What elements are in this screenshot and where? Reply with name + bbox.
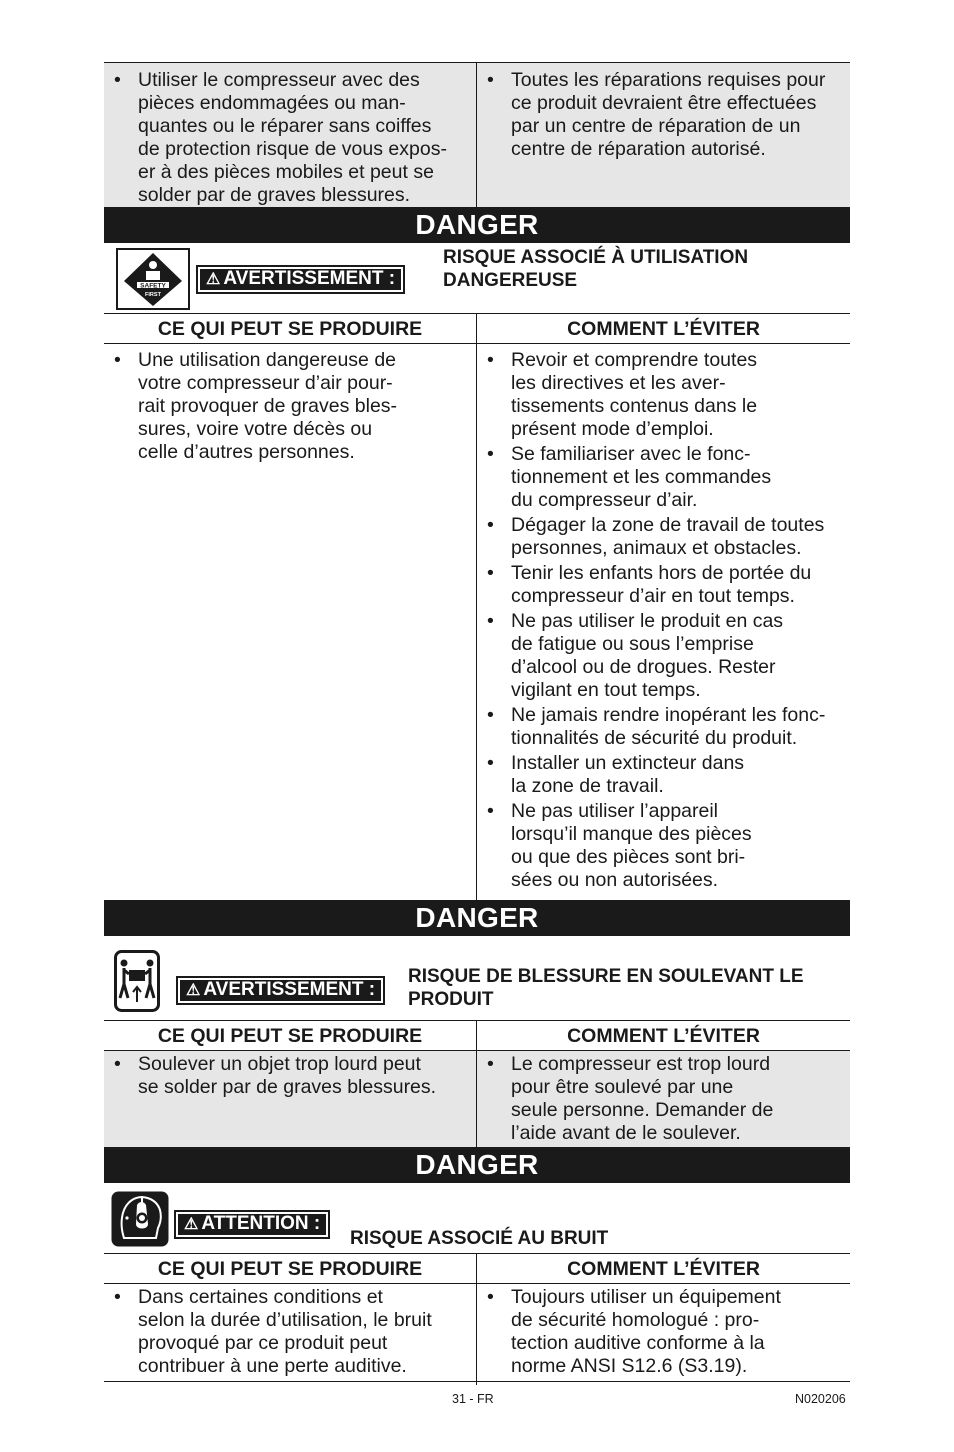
how-to-avoid-list <box>483 1053 844 1145</box>
what-can-happen-list <box>110 1286 470 1378</box>
list-item: • Ne pas utiliser le produit en cas de fatigue ou sous l’emprise d’alcool ou de drogues. Rester vigilant en tout temps. <box>483 610 844 702</box>
warning-badge-label: AVERTISSEMENT : <box>203 979 376 1000</box>
top-right-list <box>483 69 844 161</box>
warning-header-row <box>104 243 850 314</box>
how-to-avoid-list <box>483 1286 844 1378</box>
warning-badge <box>176 976 385 1005</box>
hearing-protection-icon <box>110 1190 170 1248</box>
caution-badge-label: ATTENTION : <box>201 1213 321 1234</box>
column-header-what-can-happen: CE QUI PEUT SE PRODUIRE <box>104 1254 477 1283</box>
list-item: • Installer un extincteur dans la zone de travail. <box>483 752 844 798</box>
column-header-how-to-avoid: COMMENT L’ÉVITER <box>567 1258 760 1280</box>
hazard-table-3 <box>104 1284 850 1382</box>
svg-text:FIRST: FIRST <box>145 292 161 298</box>
top-table <box>104 62 850 207</box>
list-item: • Soulever un objet trop lourd peut se solder par de graves blessures. <box>110 1053 470 1099</box>
team-lift-icon <box>114 950 160 1012</box>
list-item: • Tenir les enfants hors de portée du compresseur d’air en tout temps. <box>483 562 844 608</box>
column-header-what-can-happen: CE QUI PEUT SE PRODUIRE <box>104 1021 477 1050</box>
how-to-avoid-cell <box>477 1051 850 1152</box>
warning-header-row <box>104 1183 850 1254</box>
how-to-avoid-cell <box>477 344 850 900</box>
column-headers <box>104 1021 850 1051</box>
what-can-happen-list <box>110 1053 470 1099</box>
list-item: • Se familiariser avec le fonc- tionnement et les commandes du compresseur d’air. <box>483 443 844 512</box>
what-can-happen-cell <box>104 344 477 900</box>
how-to-avoid-list <box>483 349 844 892</box>
hazard-title: RISQUE ASSOCIÉ AU BRUIT <box>350 1228 609 1249</box>
top-table-right-cell <box>477 63 850 214</box>
page-number: 31 - FR <box>452 1392 494 1406</box>
warning-header-row <box>104 936 850 1021</box>
what-can-happen-list <box>110 349 470 464</box>
list-item: • Toujours utiliser un équipement de sécurité homologué : pro- tection auditive conforme à la norme ANSI S12.6 (S3.19). <box>483 1286 844 1378</box>
how-to-avoid-cell <box>477 1284 850 1385</box>
safety-first-icon <box>116 248 190 310</box>
caution-badge <box>174 1210 330 1239</box>
top-table-left-cell <box>104 63 477 214</box>
list-item: • Toutes les réparations requises pour ce produit devraient être effectuées par un centre de réparation de un centre de réparation autorisé. <box>483 69 844 161</box>
warning-badge-label: AVERTISSEMENT : <box>223 268 396 289</box>
danger-banner: DANGER <box>104 207 850 243</box>
list-item: • Dans certaines conditions et selon la durée d’utilisation, le bruit provoqué par ce produit peut contribuer à une perte auditive. <box>110 1286 470 1378</box>
list-item: • Une utilisation dangereuse de votre compresseur d’air pour- rait provoquer de graves bles- sures, voire votre décès ou celle d’autres personnes. <box>110 349 470 464</box>
column-headers <box>104 1254 850 1284</box>
list-item: • Revoir et comprendre toutes les directives et les aver- tissements contenus dans le présent mode d’emploi. <box>483 349 844 441</box>
list-item: • Utiliser le compresseur avec des pièces endommagées ou man- quantes ou le réparer sans coiffes de protection risque de vous expos- er à des pièces mobiles et peut se solder par de graves blessures. <box>110 69 470 207</box>
svg-text:SAFETY: SAFETY <box>140 282 166 290</box>
list-item: • Ne jamais rendre inopérant les fonc- tionnalités de sécurité du produit. <box>483 704 844 750</box>
warning-badge <box>196 265 405 294</box>
hazard-table-1 <box>104 344 850 900</box>
danger-banner: DANGER <box>104 900 850 936</box>
warning-triangle-icon: ⚠ <box>206 271 221 288</box>
what-can-happen-cell <box>104 1051 477 1152</box>
top-left-list <box>110 69 470 207</box>
what-can-happen-cell <box>104 1284 477 1385</box>
manual-page <box>104 62 850 1382</box>
warning-triangle-icon: ⚠ <box>186 982 201 999</box>
hazard-title: RISQUE ASSOCIÉ À UTILISATION DANGEREUSE <box>443 247 749 291</box>
hazard-title: RISQUE DE BLESSURE EN SOULEVANT LE PRODUIT <box>408 966 804 1010</box>
danger-banner: DANGER <box>104 1147 850 1183</box>
document-code: N020206 <box>795 1392 846 1406</box>
list-item: • Ne pas utiliser l’appareil lorsqu’il manque des pièces ou que des pièces sont bri- sées ou non autorisées. <box>483 800 844 892</box>
column-header-what-can-happen: CE QUI PEUT SE PRODUIRE <box>104 314 477 343</box>
hazard-table-2 <box>104 1051 850 1147</box>
warning-triangle-icon: ⚠ <box>184 1216 199 1233</box>
column-header-how-to-avoid: COMMENT L’ÉVITER <box>567 1025 760 1047</box>
column-headers <box>104 314 850 344</box>
list-item: • Dégager la zone de travail de toutes personnes, animaux et obstacles. <box>483 514 844 560</box>
column-header-how-to-avoid: COMMENT L’ÉVITER <box>567 318 760 340</box>
list-item: • Le compresseur est trop lourd pour être soulevé par une seule personne. Demander de l’aide avant de le soulever. <box>483 1053 844 1145</box>
